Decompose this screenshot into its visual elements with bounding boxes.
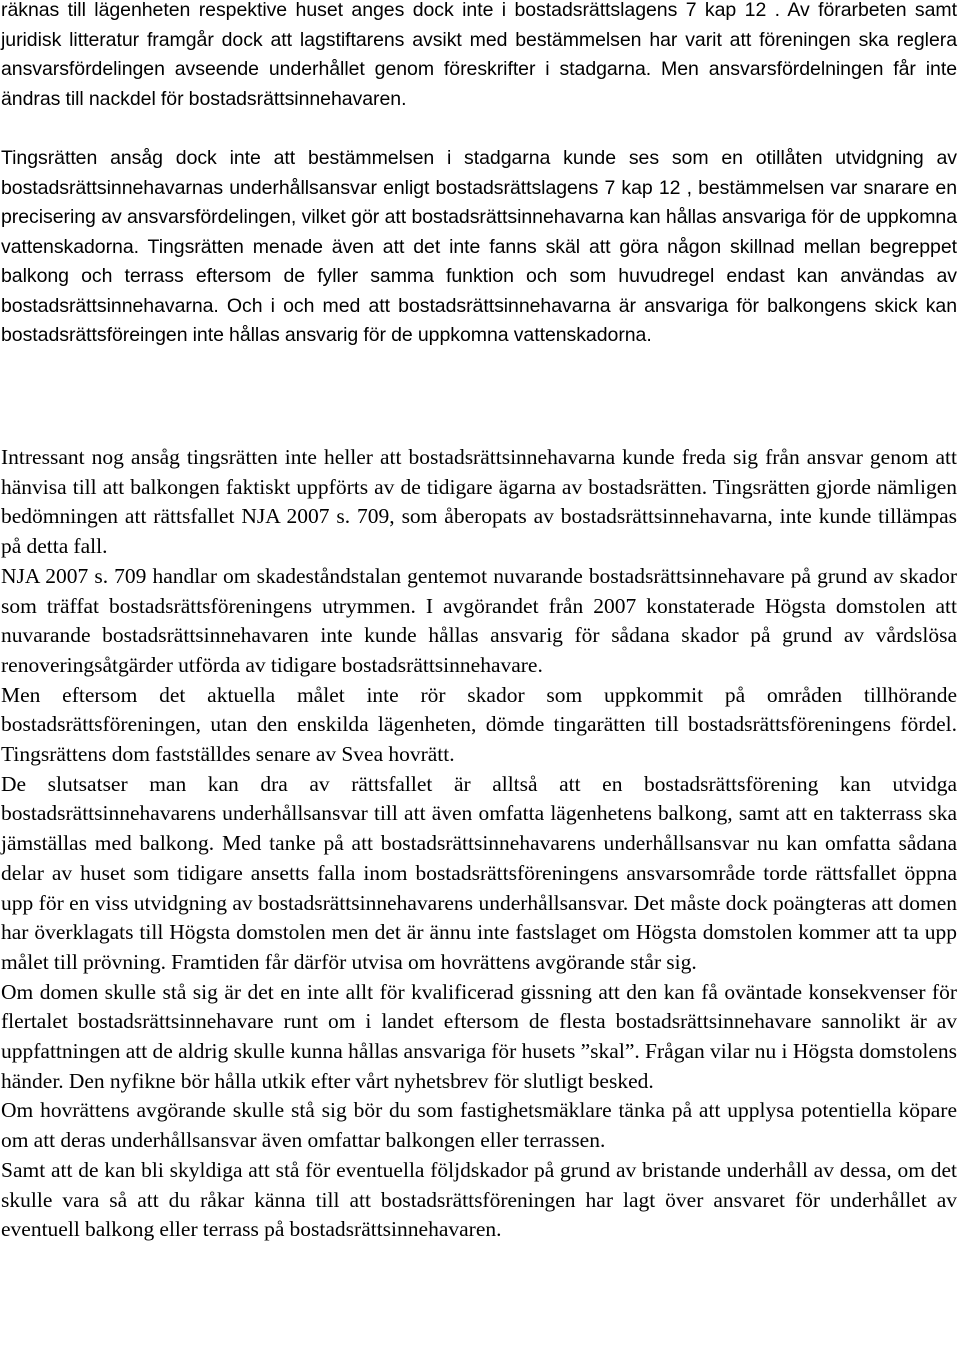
paragraph-intressant-nog: Intressant nog ansåg tingsrätten inte heller att bostadsrättsinnehavarna kunde freda sig från ansvar genom att hänvisa till att balkongen faktiskt uppförts av de tidigare ägarna av bostadsrätten. Tingsrätten gjorde nämligen bedömningen att rättsfallet NJA 2007 s. 709, som åberopats av bostadsrättsinnehavarna, inte kunde tillämpas på detta fall. (1, 445, 957, 559)
paragraph-men-eftersom: Men eftersom det aktuella målet inte rör skador som uppkommit på områden tillhörande bostadsrättsföreningen, utan den enskilda lägenheten, dömde tingarätten till bostadsrättsföreningens fördel. Tingsrättens dom fastställdes senare av Svea hovrätt. (1, 682, 957, 767)
paragraph-ansvarsfordelning: räknas till lägenheten respektive huset anges dock inte i bostadsrättslagens 7 kap 12 . Av förarbeten samt juridisk litteratur framgår dock att lagstiftarens avsikt med bestämmelsen har varit att föreningen ska reglera ansvarsfördelingen avseende underhållet genom föreskrifter i stadgarna. Men ansvarsfördelningen får inte ändras till nackdel för bostadsrättsinnehavaren. (1, 0, 957, 110)
paragraph-nja-2007: NJA 2007 s. 709 handlar om skadeståndstalan gentemot nuvarande bostadsrättsinnehavare på grund av skador som träffat bostadsrättsföreningens utrymmen. I avgörandet från 2007 konstaterade Högsta domstolen att nuvarande bostadsrättsinnehavaren inte kunde hållas ansvarig för sådana skador på grund av vårdslösa renoveringsåtgärder utförda av tidigare bostadsrättsinnehavare. (1, 563, 957, 677)
paragraph-slutsatser: De slutsatser man kan dra av rättsfallet är alltså att en bostadsrättsförening kan utvidga bostadsrättsinnehavarens underhållsansvar till att även omfatta lägenhetens balkong, samt att en takterrass ska jämställas med balkong. Med tanke på att bostadsrättsinnehavarens underhållsansvar nu kan omfatta sådana delar av huset som tidigare ansetts falla inom bostadsrättsföreningens ansvarsområde torde rättsfallet öppna upp för en viss utvidgning av bostadsrättsinnehavarens underhållsansvar. Det måste dock poängteras att domen har överklagats till Högsta domstolen men det är ännu inte fastslaget om Högsta domstolen kommer att ta upp målet till prövning. Framtiden får därför utvisa om hovrättens avgörande står sig. (1, 771, 957, 974)
paragraph-om-hovrattens: Om hovrättens avgörande skulle stå sig bör du som fastighetsmäklare tänka på att upplysa potentiella köpare om att deras underhållsansvar även omfattar balkongen eller terrassen. (1, 1098, 957, 1153)
paragraph-om-domen: Om domen skulle stå sig är det en inte allt för kvalificerad gissning att den kan få oväntade konsekvenser för flertalet bostadsrättsinnehavare runt om i landet eftersom de flesta bostadsrättsinnehavare sannolikt är av uppfattningen att de aldrig skulle kunna hållas ansvariga för husets ”skal”. Frågan vilar nu i Högsta domstolens händer. Den nyfikne bör hålla utkik efter vårt nyhetsbrev för slutligt besked. (1, 979, 957, 1093)
paragraph-tingsratten-bedomning: Tingsrätten ansåg dock inte att bestämmelsen i stadgarna kunde ses som en otillåten utvidgning av bostadsrättsinnehavarnas underhållsansvar enligt bostadsrättslagens 7 kap 12 , bestämmelsen var snarare en precisering av ansvarsfördelingen, vilket gör att bostadsrättsinnehavarna kan hållas ansvariga för de uppkomna vattenskadorna. Tingsrätten menade även att det inte fanns skäl att göra någon skillnad mellan begreppet balkong och terrass eftersom de fyller samma funktion och som huvudregel endast kan användas av bostadsrättsinnehavarna. Och i och med att bostadsrättsinnehavarna är ansvariga för balkongens skick kan bostadsrättsföreingen inte hållas ansvarig för de uppkomna vattenskadorna. (1, 147, 957, 346)
paragraph-samt-att: Samt att de kan bli skyldiga att stå för eventuella följdskador på grund av bristande underhåll av dessa, om det skulle vara så att du råkar känna till att bostadsrättsföreningen har lagt över ansvaret för underhållet av eventuell balkong eller terrass på bostadsrättsinnehavaren. (1, 1157, 957, 1242)
serif-text-block (0, 443, 957, 1245)
